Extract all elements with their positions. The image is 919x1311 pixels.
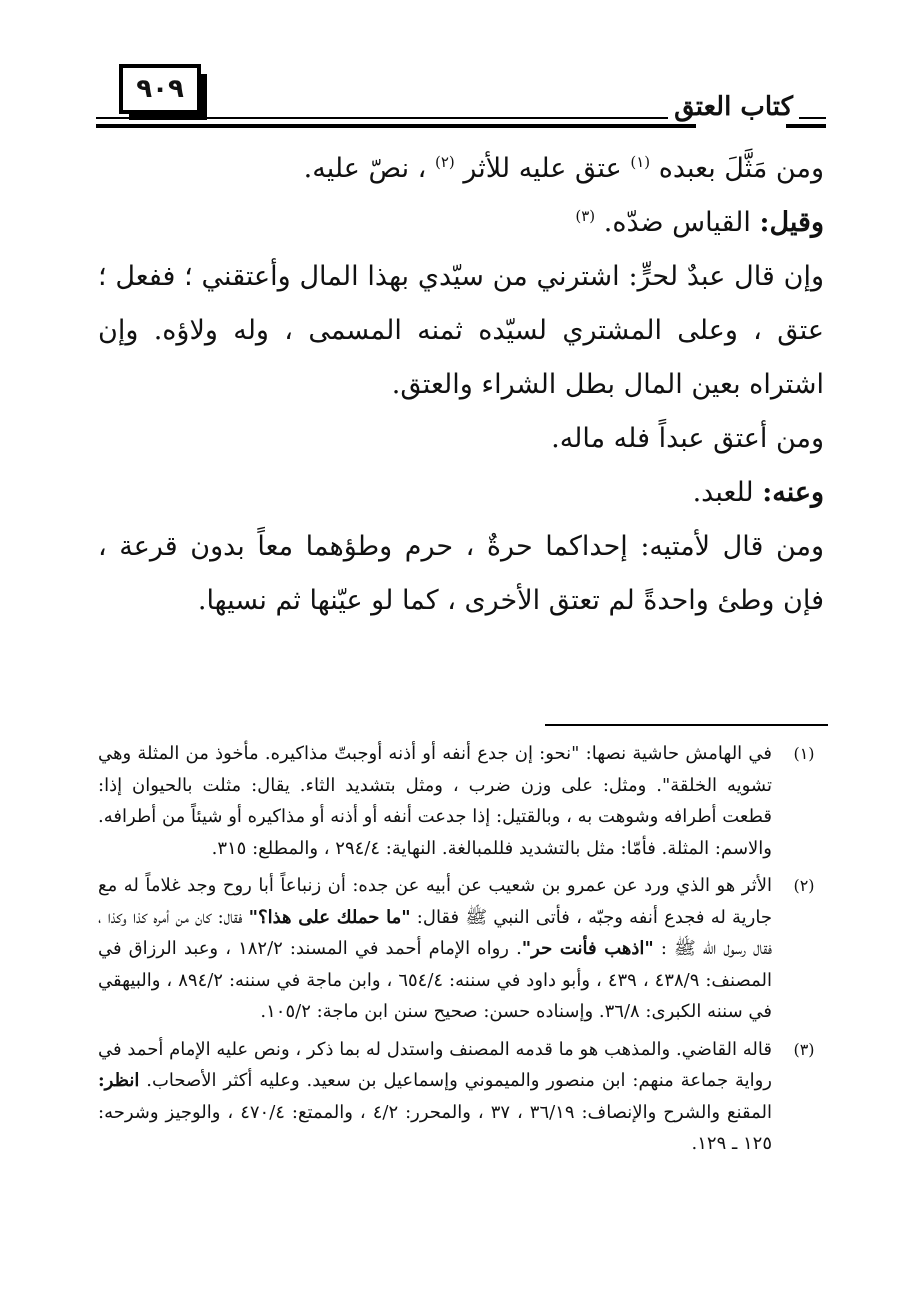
page-number-box [119, 64, 201, 114]
footnote-2-quote-2: "اذهب فأنت حر" [521, 938, 654, 959]
footnote-3-text [98, 1034, 772, 1160]
paragraph-1-part-c: ، نصّ عليه. [303, 153, 427, 184]
footnote-3 [98, 1034, 824, 1160]
paragraph-4: ومن أعتق عبداً فله ماله. [551, 423, 824, 454]
footnote-2-part-c: . رواه الإمام أحمد في المسند: ١٨٢/٢ ، وعبد الرزاق في المصنف: ٤٣٨/٩ ، ٤٣٩ ، وأبو داود في سننه: ٦٥٤/٤ ، وابن ماجة في سننه: ٨٩٤/٢ ، والبيهقي في سننه الكبرى: ٣٦/٨. وإسناده حسن: صحيح سنن ابن ماجة: ١٠٥/٢. [98, 938, 772, 1022]
footnote-1 [98, 738, 824, 864]
footnote-separator [545, 724, 828, 726]
footnote-ref-3: (٣) [575, 207, 596, 225]
chapter-title: كتاب العتق [668, 92, 799, 122]
paragraph-1 [98, 142, 824, 196]
footnote-3-label: انظر: [98, 1070, 140, 1091]
header-rule-thick [96, 124, 696, 128]
paragraph-5 [98, 466, 824, 520]
paragraph-2-text: القياس ضدّه. [603, 207, 751, 238]
paragraph-3: وإن قال عبدٌ لحرٍّ: اشترني من سيّدي بهذا المال وأعتقني ؛ ففعل ؛ عتق ، وعلى المشتري لسيّده ثمنه المسمى ، وله ولاؤه. وإن اشتراه بعين المال بطل الشراء والعتق. [98, 261, 824, 400]
footnote-3-part-b: المقنع والشرح والإنصاف: ٣٦/١٩ ، ٣٧ ، والمحرر: ٤/٢ ، والممتع: ٤٧٠/٤ ، والوجيز وشرحه: ١٢٥ ـ ١٢٩. [98, 1101, 772, 1154]
footnote-1-text: في الهامش حاشية نصها: "نحو: إن جدع أنفه أو أذنه أوجبتّ مذاكيره. مأخوذ من المثلة وهي تشويه الخلقة". ومثل: على وزن ضرب ، ومثل بتشديد الثاء. يقال: مثلت بالحيوان إذا: قطعت أطرافه وشوهت به ، وبالقتيل: إذا جدعت أنفه أو أذنه أو مذاكيره أو شيئاً من أطرافه. والاسم: المثلة. فأمّا: مثل بالتشديد فللمبالغة. النهاية: ٢٩٤/٤ ، والمطلع: ٣١٥. [98, 743, 772, 859]
footnote-3-part-a: قاله القاضي. والمذهب هو ما قدمه المصنف واستدل له بما ذكر ، ونص عليه الإمام أحمد في رواية جماعة منهم: ابن منصور والميموني وإسماعيل بن سعيد. وعليه أكثر الأصحاب. [98, 1038, 772, 1091]
footnote-1-number: (١) [793, 744, 815, 763]
paragraph-5-label: وعنه: [762, 477, 824, 508]
footnote-2-number: (٢) [793, 876, 815, 895]
footnote-2 [98, 870, 824, 1028]
footnote-2-part-b: فقال: كان من أمره كذا وكذا ، فقال رسول الله ﷺ : [98, 906, 773, 959]
page-number: ٩٠٩ [136, 74, 184, 104]
footnote-2-part-a: الأثر هو الذي ورد عن عمرو بن شعيب عن أبيه عن جده: أن زنباعاً أبا روح وجد غلاماً له مع جارية له فجدع أنفه وجبّه ، فأتى النبي ﷺ فقال: [98, 875, 772, 928]
paragraph-5-text: للعبد. [692, 477, 754, 508]
main-text [98, 142, 824, 628]
footnote-2-text [98, 870, 772, 1028]
footnote-ref-2: (٢) [434, 153, 455, 171]
paragraph-2 [98, 196, 824, 250]
paragraph-1-part-b: عتق عليه للأثر [463, 153, 622, 184]
paragraph-2-label: وقيل: [759, 207, 824, 238]
header-rule-dash [786, 124, 826, 128]
footnotes [98, 738, 824, 1166]
paragraph-6: ومن قال لأمتيه: إحداكما حرةٌ ، حرم وطؤهما معاً بدون قرعة ، فإن وطئ واحدةً لم تعتق الأخرى ، كما لو عيّنها ثم نسيها. [98, 531, 824, 616]
footnote-2-quote-1: "ما حملك على هذا؟" [248, 906, 411, 928]
footnote-3-number: (٣) [793, 1039, 815, 1059]
footnote-ref-1: (١) [630, 153, 651, 171]
paragraph-1-part-a: ومن مَثَّلَ بعبده [658, 153, 824, 184]
